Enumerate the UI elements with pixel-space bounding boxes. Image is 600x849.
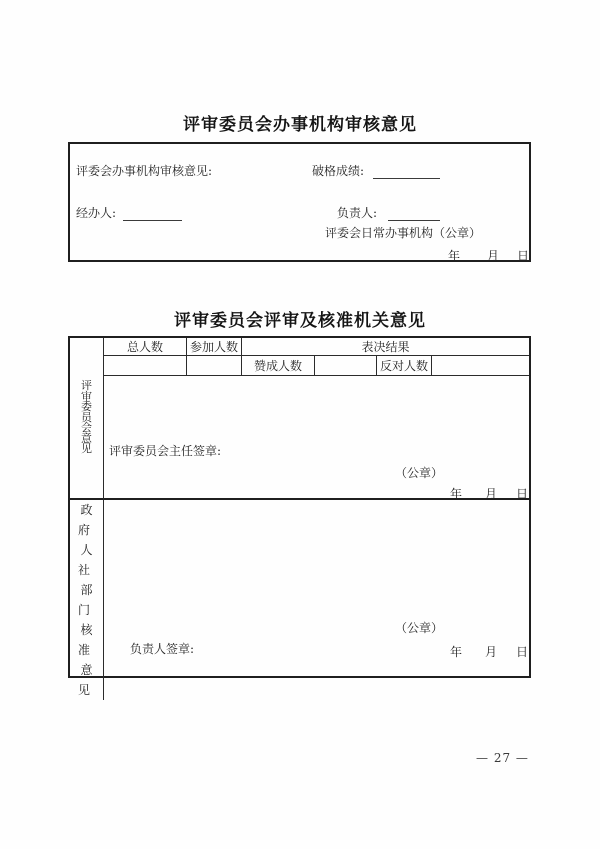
oppose-count-header: 反对人数: [377, 356, 432, 376]
responsible-sign-label: 负责人签章:: [130, 642, 195, 656]
gov-label-line: 核准: [77, 623, 98, 657]
gov-approval-cell: [104, 500, 529, 700]
committee-opinion-cell: [104, 376, 529, 500]
exceptional-score-label: 破格成绩:: [312, 164, 365, 178]
section1-title: 评审委员会办事机构审核意见: [183, 115, 417, 135]
vert-label-char: 见: [81, 442, 92, 456]
page-number: — 27 —: [476, 751, 529, 765]
chair-sign-label: 评审委员会主任签章:: [109, 444, 222, 458]
exceptional-score-blank: [373, 165, 440, 179]
date-month-label: 月: [485, 487, 498, 501]
office-audit-opinion-label: 评委会办事机构审核意见:: [76, 164, 213, 178]
date-month-label: 月: [485, 645, 498, 659]
gov-label-line: 人社: [77, 543, 98, 577]
committee-seal-label: （公章）: [395, 466, 444, 480]
gov-approval-row-label: [70, 500, 104, 700]
gov-label-line: 政府: [77, 503, 98, 537]
vote-result-header: 表决结果: [242, 338, 529, 356]
responsible-blank: [388, 207, 440, 221]
responsible-label: 负责人:: [337, 206, 378, 220]
vert-label-char: 意: [81, 431, 92, 445]
vert-label-char: 评: [81, 379, 92, 393]
gov-label-line: 意见: [77, 663, 98, 697]
office-audit-box: [68, 142, 531, 262]
section2-title: 评审委员会评审及核准机关意见: [174, 311, 426, 331]
handler-blank: [123, 207, 182, 221]
gov-seal-label: （公章）: [395, 621, 444, 635]
total-count-value-cell: [104, 356, 187, 376]
committee-opinion-row-label: [70, 338, 104, 500]
attend-count-value-cell: [187, 356, 242, 376]
vert-label-char: 委: [81, 400, 92, 414]
date-day-label: 日: [516, 487, 529, 501]
vert-label-char: 员: [81, 410, 92, 424]
handler-label: 经办人:: [76, 206, 117, 220]
gov-label-line: 部门: [77, 583, 98, 617]
date-year-label: 年: [448, 249, 461, 263]
approve-count-header: 赞成人数: [242, 356, 315, 376]
vert-label-char: 审: [81, 389, 92, 403]
review-approval-table: [68, 336, 531, 697]
approve-count-value-cell: [315, 356, 377, 376]
date-day-label: 日: [516, 645, 529, 659]
attend-count-header: 参加人数: [187, 338, 242, 356]
date-day-label: 日: [517, 249, 530, 263]
total-count-header: 总人数: [104, 338, 187, 356]
date-month-label: 月: [487, 249, 500, 263]
vert-label-char: 会: [81, 421, 92, 435]
date-year-label: 年: [450, 487, 463, 501]
date-year-label: 年: [450, 645, 463, 659]
oppose-count-value-cell: [432, 356, 529, 376]
office-seal-line: 评委会日常办事机构（公章）: [325, 226, 482, 240]
